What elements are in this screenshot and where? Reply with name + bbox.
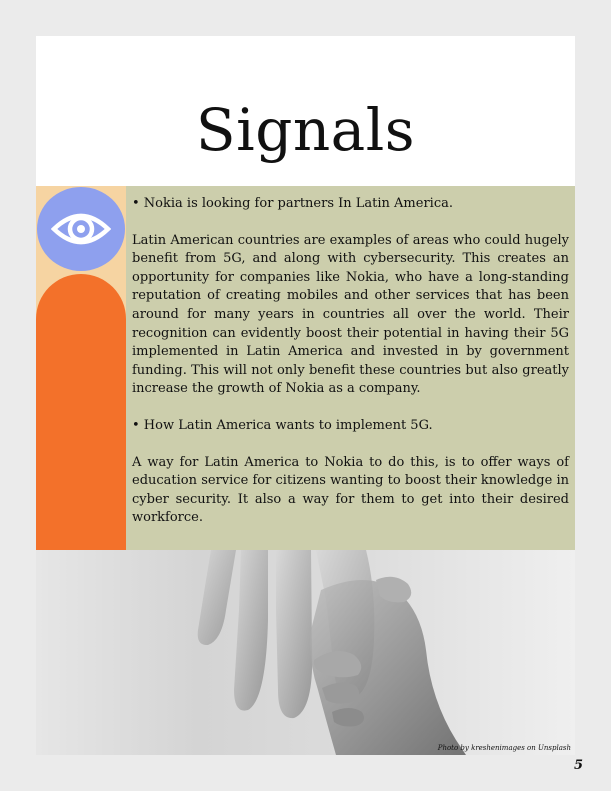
page-number: 5 <box>573 758 583 773</box>
hands-illustration <box>36 550 575 755</box>
decorative-sidebar <box>36 186 126 550</box>
text-panel <box>126 186 575 550</box>
bullet-nokia-partners: • Nokia is looking for partners In Latin America. <box>132 196 453 211</box>
hands-photo <box>36 550 575 755</box>
eye-icon-circle <box>37 187 125 271</box>
eye-icon <box>51 205 111 253</box>
bullet-implement-5g: • How Latin America wants to implement 5G. <box>132 417 433 433</box>
photo-credit: Photo by kreshenimages on Unsplash <box>437 744 571 752</box>
page-title: Signals <box>195 96 416 164</box>
paragraph-latin-america-benefits: Latin American countries are examples of areas who could hugely benefit from 5G, and along with cybersecurity. This creates an opportunity for companies like Nokia, who have a long-standing reputation of creating mobiles and other services that has been around for many years in countries all over the world. Their recognition can evidently boost their potential in having their 5G implemented in Latin America and invested in by government funding. This will not only benefit these countries but also greatly increase the growth of Nokia as a company. <box>132 232 569 397</box>
document-page <box>36 36 575 755</box>
orange-arch-shape <box>36 274 126 550</box>
paragraph-education-service: A way for Latin America to Nokia to do this, is to offer ways of education service for citizens wanting to boost their knowledge in cyber security. It also a way for them to get into their desired workforce. <box>132 454 569 526</box>
